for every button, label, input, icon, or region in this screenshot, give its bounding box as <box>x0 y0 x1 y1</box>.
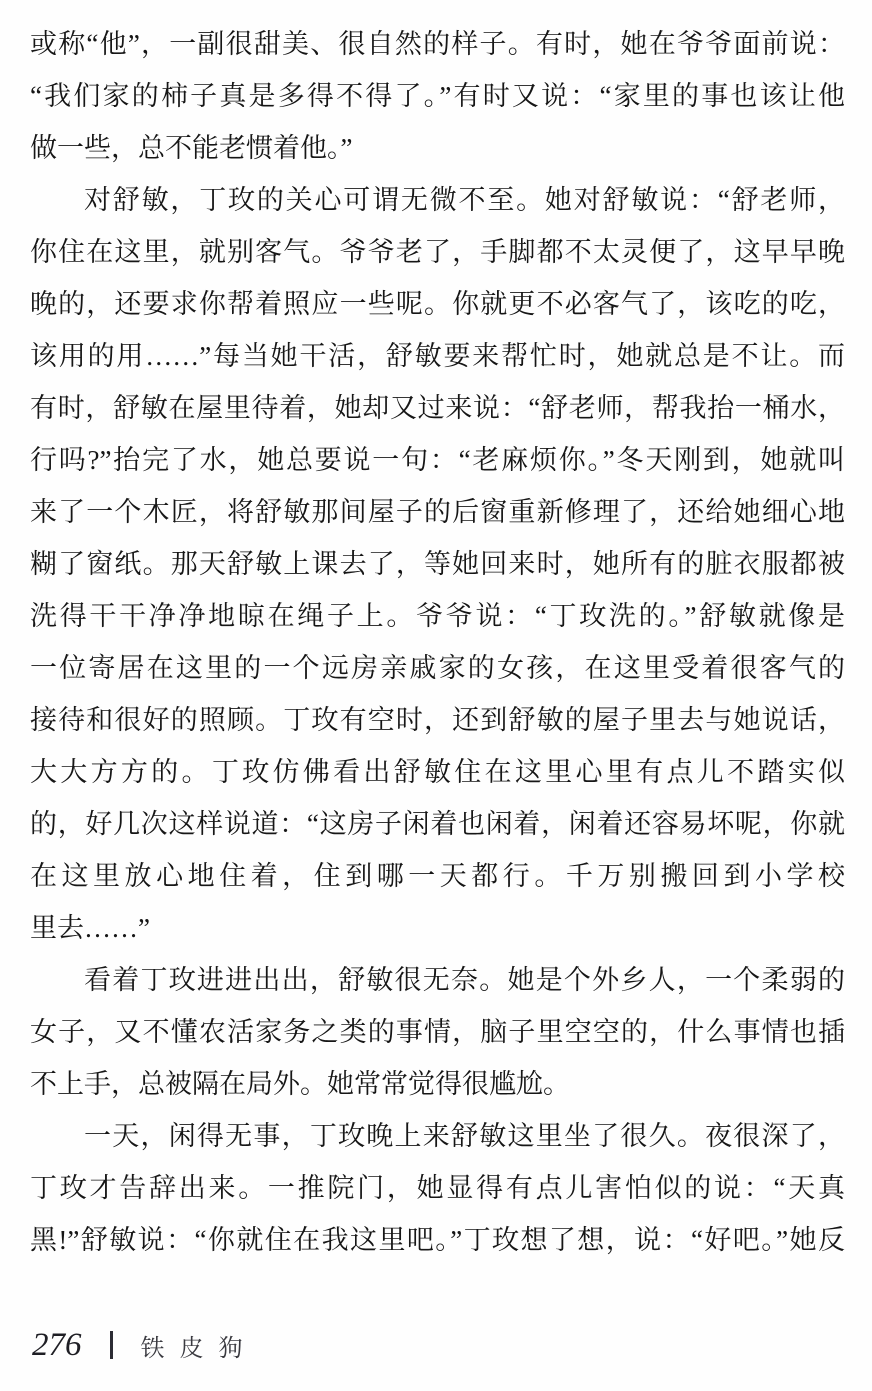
text-line: 的，好几次这样说道：“这房子闲着也闲着，闲着还容易坏呢，你就 <box>30 809 845 839</box>
text-line: 一天，闲得无事，丁玫晚上来舒敏这里坐了很久。夜很深了， <box>84 1121 845 1151</box>
text-line: “我们家的柿子真是多得不得了。”有时又说：“家里的事也该让他 <box>30 81 845 111</box>
page-number: 276 <box>32 1326 82 1363</box>
text-line: 该用的用……”每当她干活，舒敏要来帮忙时，她就总是不让。而 <box>30 341 845 371</box>
book-title: 铁皮狗 <box>140 1335 258 1362</box>
text-line: 晚的，还要求你帮着照应一些呢。你就更不必客气了，该吃的吃， <box>30 289 845 319</box>
text-line: 在这里放心地住着，住到哪一天都行。千万别搬回到小学校 <box>30 861 845 891</box>
text-line: 一位寄居在这里的一个远房亲戚家的女孩，在这里受着很客气的 <box>30 653 845 683</box>
page-footer <box>32 1322 258 1368</box>
page-text <box>30 18 845 1266</box>
text-line: 女子，又不懂农活家务之类的事情，脑子里空空的，什么事情也插 <box>30 1017 845 1047</box>
text-line: 接待和很好的照顾。丁玫有空时，还到舒敏的屋子里去与她说话， <box>30 705 845 735</box>
text-line: 糊了窗纸。那天舒敏上课去了，等她回来时，她所有的脏衣服都被 <box>30 549 845 579</box>
vertical-bar-icon <box>110 1331 113 1359</box>
text-line: 不上手，总被隔在局外。她常常觉得很尴尬。 <box>30 1069 570 1099</box>
text-line: 里去……” <box>30 913 150 943</box>
text-line: 看着丁玫进进出出，舒敏很无奈。她是个外乡人，一个柔弱的 <box>84 965 845 995</box>
text-line: 你住在这里，就别客气。爷爷老了，手脚都不太灵便了，这早早晚 <box>30 237 845 267</box>
text-line: 对舒敏，丁玫的关心可谓无微不至。她对舒敏说：“舒老师， <box>84 185 845 215</box>
text-line: 有时，舒敏在屋里待着，她却又过来说：“舒老师，帮我抬一桶水， <box>30 393 845 423</box>
text-line: 行吗?”抬完了水，她总要说一句：“老麻烦你。”冬天刚到，她就叫 <box>30 445 845 475</box>
text-line: 丁玫才告辞出来。一推院门，她显得有点儿害怕似的说：“天真 <box>30 1173 845 1203</box>
text-line: 洗得干干净净地晾在绳子上。爷爷说：“丁玫洗的。”舒敏就像是 <box>30 601 845 631</box>
text-line: 大大方方的。丁玫仿佛看出舒敏住在这里心里有点儿不踏实似 <box>30 757 845 787</box>
text-line: 做一些，总不能老惯着他。” <box>30 133 353 163</box>
text-line: 来了一个木匠，将舒敏那间屋子的后窗重新修理了，还给她细心地 <box>30 497 845 527</box>
text-line: 黑!”舒敏说：“你就住在我这里吧。”丁玫想了想，说：“好吧。”她反 <box>30 1225 845 1255</box>
text-line: 或称“他”，一副很甜美、很自然的样子。有时，她在爷爷面前说： <box>30 29 845 59</box>
